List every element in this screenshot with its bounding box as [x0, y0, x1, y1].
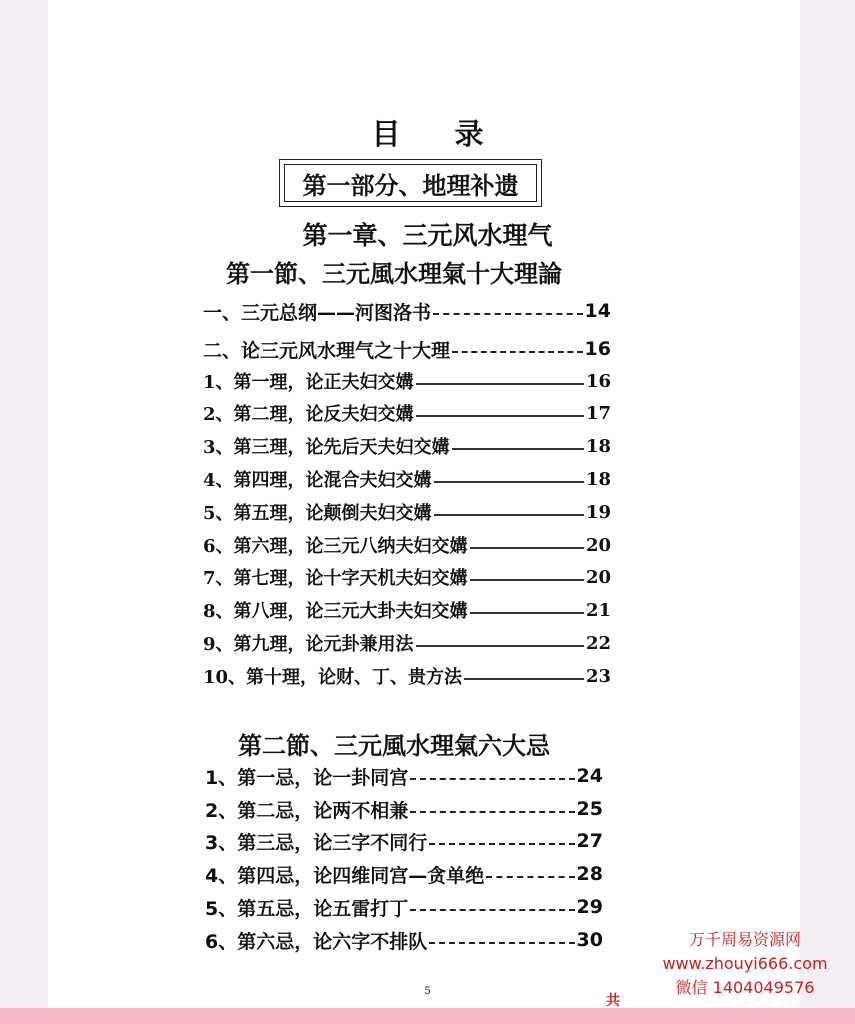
toc-label: 5、第五忌，论五雷打丁 — [205, 897, 409, 920]
toc-row — [203, 464, 611, 494]
toc-leader — [429, 843, 574, 845]
toc-page: 22 — [585, 632, 611, 654]
bottom-bar — [0, 1008, 855, 1024]
toc-row — [203, 431, 611, 461]
toc-row — [203, 628, 611, 658]
toc-label: 一、三元总纲——河图洛书 — [203, 301, 432, 324]
toc-page: 28 — [576, 863, 603, 885]
toc-label: 4、第四忌，论四维同宫—贪单绝 — [205, 864, 485, 887]
watermark-site-name: 万千周易资源网 — [688, 930, 801, 949]
toc-row — [203, 530, 611, 560]
toc-row — [205, 859, 603, 889]
toc-leader — [470, 579, 584, 581]
toc-label: 1、第一理，论正夫妇交媾 — [203, 372, 414, 393]
toc-page: 18 — [585, 468, 611, 490]
toc-label: 6、第六理，论三元八纳夫妇交媾 — [203, 536, 468, 557]
toc-row — [205, 794, 603, 824]
watermark — [640, 928, 850, 1000]
toc-page: 16 — [584, 338, 611, 360]
toc-row — [203, 661, 611, 691]
toc-row — [203, 334, 611, 364]
toc-leader — [452, 448, 584, 450]
page-number: 5 — [424, 986, 431, 997]
toc-leader — [452, 351, 583, 353]
toc-row — [203, 296, 611, 326]
toc-leader — [464, 678, 584, 680]
toc-page: 23 — [585, 665, 611, 687]
toc-label: 7、第七理，论十字天机夫妇交媾 — [203, 568, 468, 589]
toc-row — [205, 761, 603, 791]
toc-row — [205, 925, 603, 955]
toc-page: 24 — [576, 765, 603, 787]
toc-page: 18 — [585, 435, 611, 457]
toc-page: 21 — [585, 599, 611, 621]
toc-leader — [429, 942, 574, 944]
toc-page: 29 — [576, 896, 603, 918]
toc-leader — [434, 481, 584, 483]
toc-leader — [470, 612, 584, 614]
toc-page: 30 — [576, 929, 603, 951]
page-title: 目 录 — [371, 117, 506, 151]
section2-heading: 第二節、三元風水理氣六大忌 — [238, 732, 550, 760]
toc-leader — [470, 547, 584, 549]
toc-label: 2、第二忌，论两不相兼 — [205, 799, 409, 822]
section1-heading: 第一節、三元風水理氣十大理論 — [226, 260, 562, 288]
toc-leader — [410, 811, 574, 813]
toc-leader — [410, 778, 574, 780]
chapter-heading: 第一章、三元风水理气 — [302, 221, 553, 250]
toc-label: 5、第五理，论颠倒夫妇交媾 — [203, 503, 432, 524]
toc-row — [203, 398, 611, 428]
toc-page: 19 — [585, 501, 611, 523]
toc-label: 2、第二理，论反夫妇交媾 — [203, 404, 414, 425]
toc-label: 9、第九理，论元卦兼用法 — [203, 634, 414, 655]
toc-leader — [434, 514, 584, 516]
toc-row — [205, 826, 603, 856]
watermark-seal: 共 — [606, 993, 620, 1009]
toc-label: 10、第十理，论财、丁、贵方法 — [203, 667, 463, 688]
toc-leader — [416, 645, 584, 647]
toc-page: 27 — [576, 830, 603, 852]
toc-leader — [416, 415, 584, 417]
toc-page: 25 — [576, 798, 603, 820]
toc-page: 20 — [585, 566, 611, 588]
toc-label: 4、第四理，论混合夫妇交媾 — [203, 470, 432, 491]
toc-label: 二、论三元风水理气之十大理 — [203, 339, 451, 362]
toc-label: 6、第六忌，论六字不排队 — [205, 930, 428, 953]
toc-row — [203, 366, 611, 396]
toc-row — [203, 497, 611, 527]
toc-label: 3、第三忌，论三字不同行 — [205, 831, 428, 854]
toc-leader — [416, 383, 584, 385]
toc-leader — [410, 909, 574, 911]
toc-page: 20 — [585, 534, 611, 556]
toc-label: 8、第八理，论三元大卦夫妇交媾 — [203, 601, 468, 622]
toc-page: 17 — [585, 402, 611, 424]
watermark-wechat: 微信 1404049576 — [675, 978, 815, 997]
toc-leader — [433, 313, 583, 315]
toc-leader — [486, 876, 574, 878]
watermark-url: www.zhouyi666.com — [662, 954, 828, 973]
toc-page: 16 — [585, 370, 611, 392]
toc-row — [203, 562, 611, 592]
toc-page: 14 — [584, 300, 611, 322]
toc-row — [203, 595, 611, 625]
part-heading: 第一部分、地理补遗 — [302, 171, 519, 200]
toc-row — [205, 892, 603, 922]
toc-label: 3、第三理，论先后天夫妇交媾 — [203, 437, 450, 458]
toc-label: 1、第一忌，论一卦同宫 — [205, 766, 409, 789]
part-heading-box — [279, 159, 542, 207]
